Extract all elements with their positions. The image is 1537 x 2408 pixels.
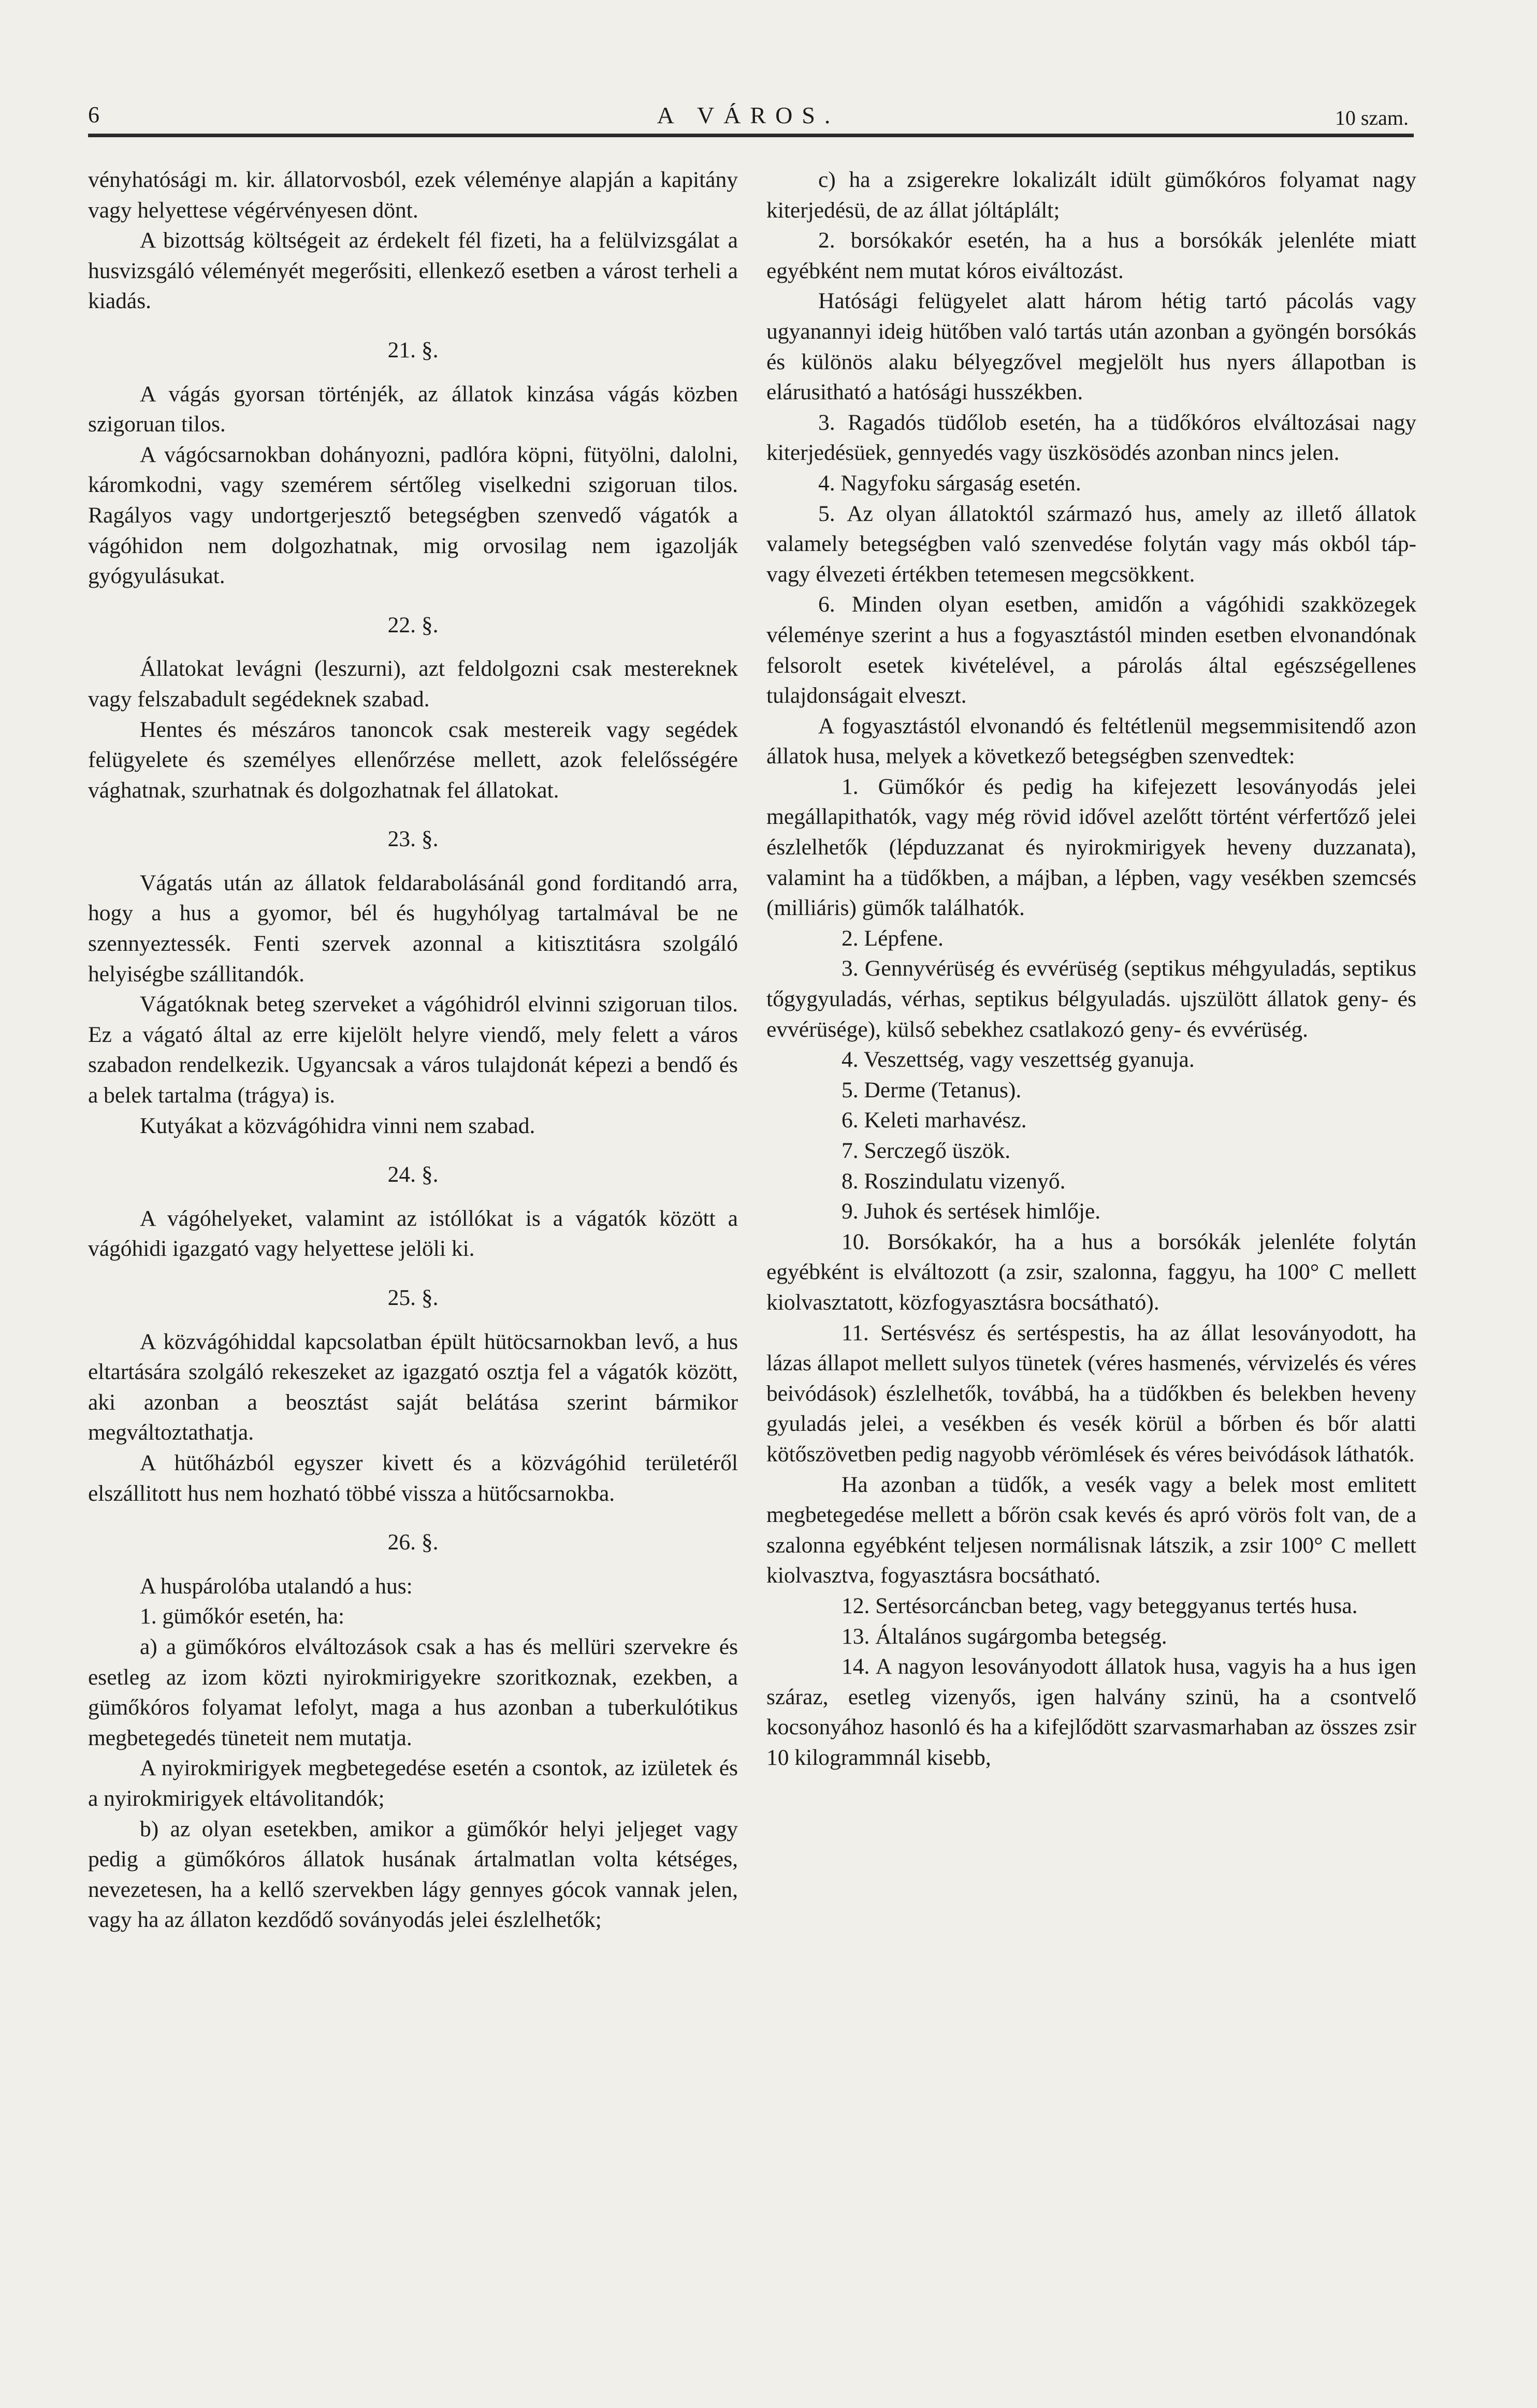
paragraph: 7. Serczegő üszök. — [842, 1138, 1011, 1163]
paragraph: A vágás gyorsan történjék, az állatok kinzása vágás közben szigoruan tilos. — [88, 381, 738, 437]
paragraph: 6. Minden olyan esetben, amidőn a vágóhidi szakközegek véleménye szerint a hus a fogyasztástól minden esetben elvonandónak felsorolt esetek kivételével, a párolás által egészségellenes tulajdonságait elveszt. — [766, 592, 1416, 708]
paragraph: 5. Az olyan állatoktól származó hus, amely az illető állatok valamely betegségben való szenvedése folytán vagy más okból táp- vagy élvezeti értékben tetemesen megcsökkent. — [766, 501, 1416, 587]
right-column — [766, 165, 1416, 1773]
paragraph: A fogyasztástól elvonandó és feltétlenül megsemmisitendő azon állatok husa, melyek a következő betegségben szenvedtek: — [766, 713, 1416, 769]
paragraph: A bizottság költségeit az érdekelt fél fizeti, ha a felülvizsgálat a husvizsgáló véleményét megerősiti, ellenkező esetben a várost terheli a kiadás. — [88, 228, 738, 314]
paragraph: 4. Nagyfoku sárgaság esetén. — [818, 470, 1081, 496]
section-heading: 24. §. — [387, 1162, 439, 1187]
header-rule — [88, 134, 1414, 137]
page-header — [88, 101, 1409, 148]
paragraph: Hatósági felügyelet alatt három hétig tartó pácolás vagy ugyanannyi ideig hütőben való tartás után azonban a gyöngén borsókás és különös alaku bélyegzővel megjelölt hus nyers állapotban is elárusitható a hatósági husszékben. — [766, 288, 1416, 405]
paragraph: 10. Borsókakór, ha a hus a borsókák jelenléte folytán egyébként is elváltozott (a zsir, szalonna, faggyu, ha 100° C mellett kiolvasztatott, közfogyasztásra bocsátható). — [766, 1229, 1416, 1315]
paragraph: vényhatósági m. kir. állatorvosból, ezek véleménye alapján a kapitány vagy helyettese végérvényesen dönt. — [88, 167, 738, 223]
paragraph: 3. Ragadós tüdőlob esetén, ha a tüdőkóros elváltozásai nagy kiterjedésüek, gennyedés vagy üszkösödés azonban nincs jelen. — [766, 410, 1416, 466]
paragraph: 1. gümőkór esetén, ha: — [140, 1604, 345, 1629]
paragraph: 1. Gümőkór és pedig ha kifejezett lesoványodás jelei megállapithatók, vagy még rövid idővel azelőtt történt vérfertőző jelei észlelhetők (lépduzzanat és nyirokmirigyek heveny duzzanata), valamint ha a tüdőkben, a májban, a lépben, vagy vesékben szemcsés (milliáris) gümők találhatók. — [766, 774, 1416, 921]
section-heading: 25. §. — [387, 1285, 439, 1310]
page-number: 6 — [88, 102, 99, 127]
paragraph: A nyirokmirigyek megbetegedése esetén a csontok, az izületek és a nyirokmirigyek eltávolitandók; — [88, 1756, 738, 1811]
paragraph: 6. Keleti marhavész. — [842, 1108, 1027, 1133]
section-heading: 21. §. — [387, 337, 439, 362]
paragraph: a) a gümőkóros elváltozások csak a has és mellüri szervekre és esetleg az izom közti nyirokmirigyekre szoritkoznak, ezekben, a gümőkóros folyamat lefolyt, maga a hus azonban a tuberkulótikus megbetegedés tüneteit nem mutatja. — [88, 1634, 738, 1750]
paragraph: A vágóhelyeket, valamint az istóllókat is a vágatók között a vágóhidi igazgató vagy helyettese jelöli ki. — [88, 1206, 738, 1261]
issue-number: 10 szam. — [1335, 106, 1409, 129]
paragraph: A huspárolóba utalandó a hus: — [140, 1573, 413, 1599]
paragraph: Kutyákat a közvágóhidra vinni nem szabad. — [140, 1113, 535, 1138]
paragraph: 12. Sertésorcáncban beteg, vagy beteggyanus tertés husa. — [842, 1593, 1358, 1618]
paragraph: Hentes és mészáros tanoncok csak mestereik vagy segédek felügyelete és személyes ellenőrzése mellett, azok felelősségére vághatnak, szurhatnak és dolgozhatnak fel állatokat. — [88, 717, 738, 803]
paragraph: Vágatóknak beteg szerveket a vágóhidról elvinni szigoruan tilos. Ez a vágató által az erre kijelölt helyre viendő, mely felett a város szabadon rendelkezik. Ugyancsak a város tulajdonát képezi a bendő és a belek tartalma (trágya) is. — [88, 992, 738, 1108]
section-heading: 22. §. — [387, 612, 439, 637]
section-heading: 26. §. — [387, 1530, 439, 1555]
paragraph: Vágatás után az állatok feldarabolásánál gond forditandó arra, hogy a hus a gyomor, bél és hugyhólyag tartalmával be ne szennyeztessék. Fenti szervek azonnal a kitisztitásra szolgáló helyiségbe szállitandók. — [88, 870, 738, 987]
paragraph: A hütőházból egyszer kivett és a közvágóhid területéről elszállitott hus nem hozható többé vissza a hütőcsarnokba. — [88, 1450, 738, 1506]
section-heading: 23. §. — [387, 826, 439, 852]
paragraph: b) az olyan esetekben, amikor a gümőkór helyi jeljeget vagy pedig a gümőkóros állatok husának ártalmatlan volta kétséges, nevezetesen, ha a kellő szervekben lágy gennyes gócok vannak jelen, vagy ha az állaton kezdődő soványodás jelei észlelhetők; — [88, 1816, 738, 1933]
paragraph: 2. Lépfene. — [842, 925, 944, 951]
paragraph: 14. A nagyon lesoványodott állatok husa, vagyis ha a hus igen száraz, esetleg vizenyős, igen halvány szinü, ha a csontvelő kocsonyához hasonló és ha a kifejlődött szarvasmarhaban az összes zsir 10 kilogrammnál kisebb, — [766, 1654, 1416, 1770]
running-title: A VÁROS. — [657, 102, 840, 128]
left-column — [88, 165, 738, 1935]
paragraph: 13. Általános sugárgomba betegség. — [842, 1623, 1167, 1649]
paragraph: Ha azonban a tüdők, a vesék vagy a belek most emlitett megbetegedése mellett a bőrön csak kevés és apró vörös folt van, de a szalonna egyébként teljesen normálisnak látszik, a zsir 100° C mellett kiolvasztva, fogyasztásra bocsátható. — [766, 1472, 1416, 1588]
paragraph: 8. Roszindulatu vizenyő. — [842, 1168, 1066, 1194]
paragraph: 9. Juhok és sertések himlője. — [842, 1199, 1101, 1224]
paragraph: c) ha a zsigerekre lokalizált idült gümőkóros folyamat nagy kiterjedésü, de az állat jóltáplált; — [766, 167, 1416, 223]
paragraph: A vágócsarnokban dohányozni, padlóra köpni, fütyölni, dalolni, káromkodni, vagy szemérem sértőleg viselkedni szigoruan tilos. Ragályos vagy undortgerjesztő betegségben szenvedő vágatók a vágóhidon nem dolgozhatnak, mig orvosilag nem igazolják gyógyulásukat. — [88, 442, 738, 589]
paragraph: A közvágóhiddal kapcsolatban épült hütöcsarnokban levő, a hus eltartására szolgáló rekeszeket az igazgató osztja fel a vágatók között, aki azonban a beosztást saját belátása szerint bármikor megváltoztathatja. — [88, 1329, 738, 1445]
paragraph: 3. Gennyvérüség és evvérüség (septikus méhgyuladás, septikus tőgygyuladás, vérhas, septikus bélgyuladás. ujszülött állatok geny- és evvérüsége), külső sebekhez csatlakozó geny- és evvérüség. — [766, 956, 1416, 1042]
paragraph: Állatokat levágni (leszurni), azt feldolgozni csak mestereknek vagy felszabadult segédeknek szabad. — [88, 656, 738, 712]
paragraph: 5. Derme (Tetanus). — [842, 1077, 1022, 1103]
paragraph: 2. borsókakór esetén, ha a hus a borsókák jelenléte miatt egyébként nem mutat kóros eiváltozást. — [766, 228, 1416, 283]
paragraph: 4. Veszettség, vagy veszettség gyanuja. — [842, 1047, 1195, 1072]
paragraph: 11. Sertésvész és sertéspestis, ha az állat lesoványodott, ha lázas állapot mellett sulyos tünetek (véres hasmenés, vérvizelés és véres beivódások) észlelhetők, továbbá, ha a tüdőkben és belekben heveny gyuladás jelei, a vesékben és vesék körül a bőrben és bőr alatti kötőszövetben pedig nagyobb vérömlések és véres beivódások láthatók. — [766, 1320, 1416, 1467]
